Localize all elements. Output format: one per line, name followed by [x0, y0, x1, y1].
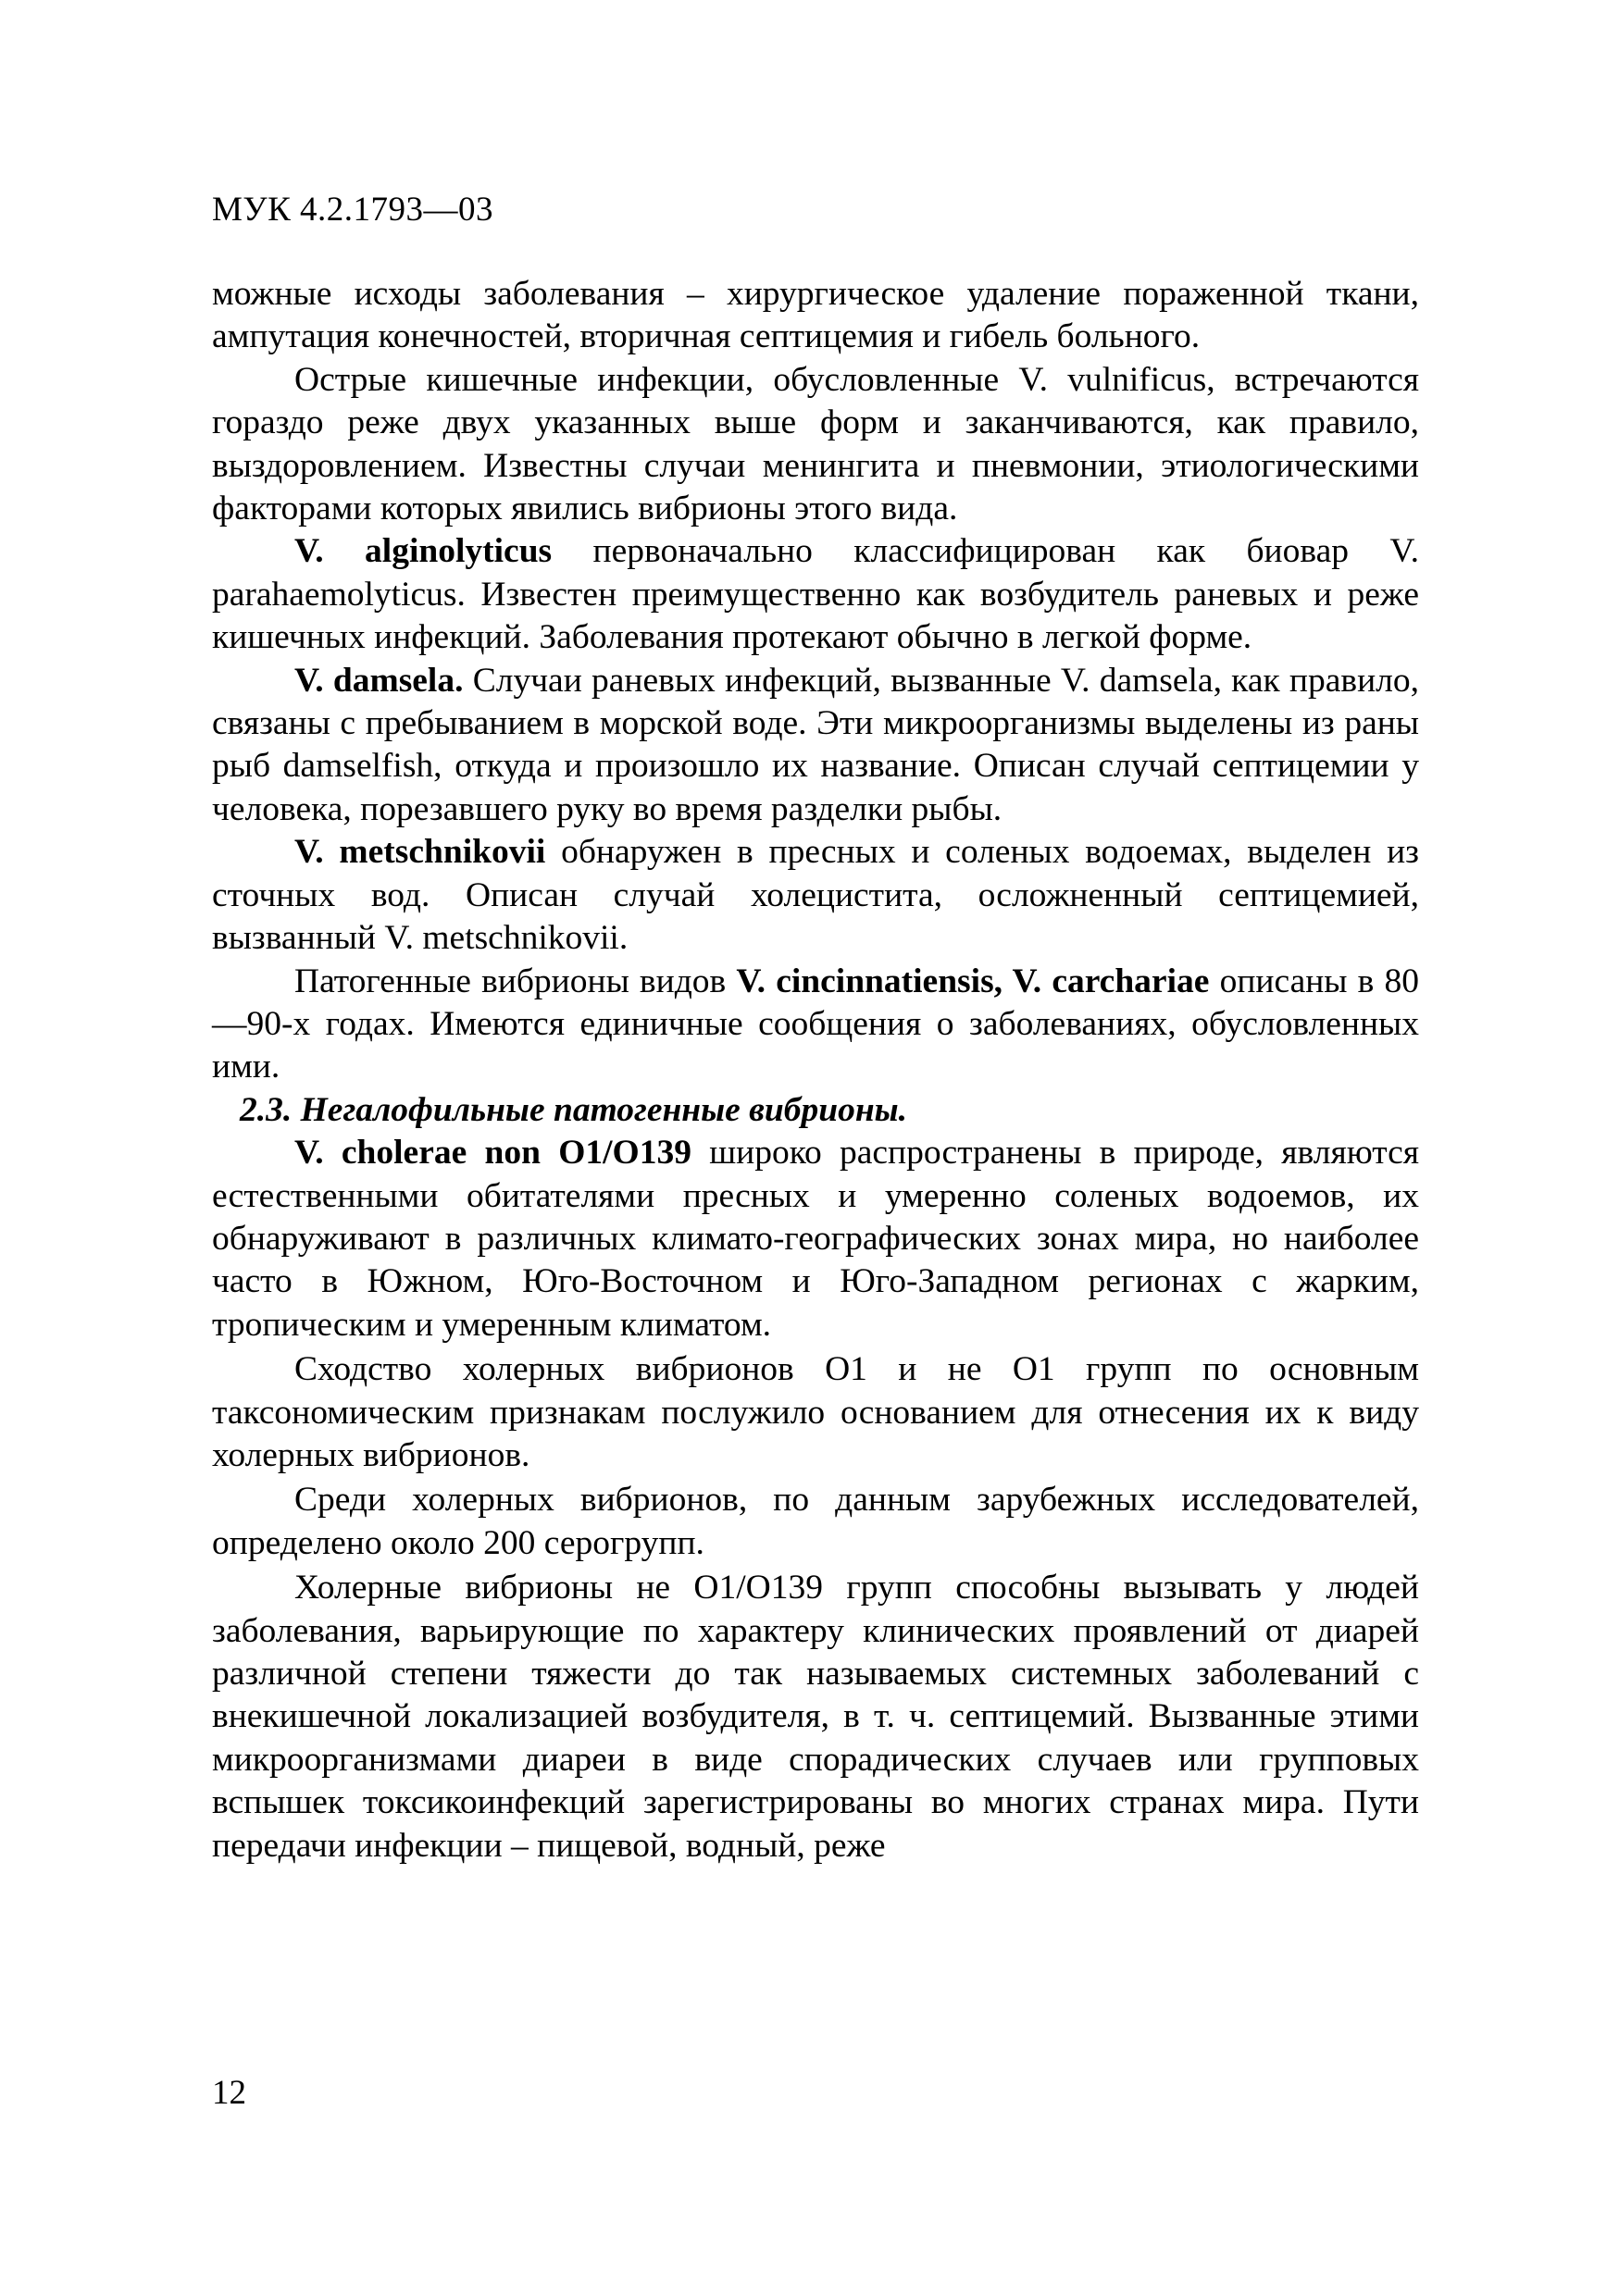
paragraph-similarity: Сходство холерных вибрионов O1 и не O1 групп по основным таксономическим признакам послужило основанием для отнесения их к виду холерных вибрионов. [212, 1350, 1419, 1474]
paragraph-v-damsela: V. damsela. Случаи раневых инфекций, вызванные V. damsela, как правило, связаны с пребыванием в морской воде. Эти микроорганизмы выделены из раны рыб damselfish, откуда и произошло их название. Описан случай септицемии у человека, порезавшего руку во время разделки рыбы. [212, 661, 1420, 828]
document-body [212, 273, 1419, 1868]
species-term: V. damsela. [294, 661, 464, 700]
species-term: V. cholerae non O1/O139 [294, 1134, 691, 1173]
section-heading: 2.3. Негалофильные патогенные вибрионы. [240, 1090, 908, 1129]
paragraph-pathogenic-species: Патогенные вибрионы видов V. cincinnatiensis, V. carchariae описаны в 80—90-х годах. Имеются единичные сообщения о заболеваниях, обусловленных ими. [212, 962, 1420, 1086]
paragraph-clinical: Холерные вибрионы не O1/O139 групп способны вызывать у людей заболевания, варьирующие по характеру клинических проявлений от диарей различной степени тяжести до так называемых системных заболеваний с внекишечной локализацией возбудителя, в т. ч. септицемий. Вызванные этими микроорганизмами диареи в виде спорадических случаев или групповых вспышек токсикоинфекций зарегистрированы во многих странах мира. Пути передачи инфекции – пищевой, водный, реже [212, 1569, 1419, 1865]
species-term: V. metschnikovii [294, 833, 546, 872]
paragraph-v-metschnikovii: V. metschnikovii обнаружен в пресных и соленых водоемах, выделен из сточных вод. Описан случай холецистита, осложненный септицемией, вызванный V. metschnikovii. [212, 833, 1419, 958]
running-header: МУК 4.2.1793—03 [212, 191, 494, 229]
paragraph-v-vulnificus-intestinal: Острые кишечные инфекции, обусловленные V. vulnificus, встречаются гораздо реже двух указанных выше форм и заканчиваются, как правило, выздоровлением. Известны случаи менингита и пневмонии, этиологическими факторами которых явились вибрионы этого вида. [212, 360, 1419, 528]
page-number: 12 [212, 2074, 246, 2112]
paragraph-v-cholerae-non-o1: V. cholerae non O1/O139 широко распространены в природе, являются естественными обитателями пресных и умеренно соленых водоемов, их обнаруживают в различных климато-географических зонах мира, но наиболее часто в Южном, Юго-Восточном и Юго-Западном регионах с жарким, тропическим и умеренным климатом. [212, 1134, 1419, 1344]
paragraph-serogroups: Среди холерных вибрионов, по данным зарубежных исследователей, определено около 200 серогрупп. [212, 1481, 1419, 1562]
paragraph-v-alginolyticus: V. alginolyticus первоначально классифицирован как биовар V. parahaemolyticus. Известен преимущественно как возбудитель раневых и реже кишечных инфекций. Заболевания протекают обычно в легкой форме. [212, 532, 1420, 657]
species-term: V. alginolyticus [294, 532, 553, 571]
paragraph-continuation: можные исходы заболевания – хирургическое удаление пораженной ткани, ампутация конечностей, вторичная септицемия и гибель больного. [212, 275, 1419, 356]
species-term: V. cincinnatiensis, V. carchariae [736, 962, 1210, 1000]
